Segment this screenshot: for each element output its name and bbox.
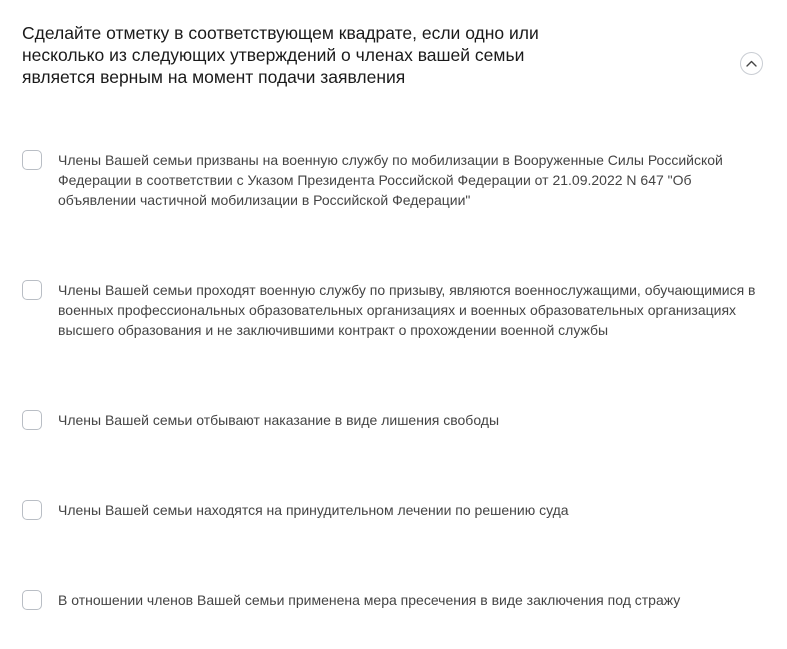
option-label: Члены Вашей семьи находятся на принудительном лечении по решению суда bbox=[58, 502, 569, 518]
chevron-up-icon bbox=[746, 60, 757, 67]
collapse-button[interactable] bbox=[740, 52, 763, 75]
option-label: Члены Вашей семьи проходят военную службу по призыву, являются военнослужащими, обучающимися в военных профессиональных образовательных организациях и военных образовательных организациях высшего образования и не заключившими контракт о прохождении военной службы bbox=[58, 282, 756, 338]
checkbox[interactable] bbox=[22, 280, 42, 300]
option-label: Члены Вашей семьи отбывают наказание в виде лишения свободы bbox=[58, 412, 500, 428]
option-detention[interactable] bbox=[22, 590, 762, 610]
checkbox[interactable] bbox=[22, 410, 42, 430]
option-conscription[interactable] bbox=[22, 280, 762, 340]
section-header bbox=[22, 22, 582, 88]
option-label: Члены Вашей семьи призваны на военную службу по мобилизации в Вооруженные Силы Российской Федерации в соответствии с Указом Президента Российской Федерации от 21.09.2022 N 647 "Об объявлении частичной мобилизации в Российской Федерации" bbox=[58, 152, 723, 208]
option-imprisonment[interactable] bbox=[22, 410, 762, 430]
section-title: Сделайте отметку в соответствующем квадрате, если одно или несколько из следующих утверждений о членах вашей семьи является верным на момент подачи заявления bbox=[22, 23, 539, 87]
checkbox[interactable] bbox=[22, 590, 42, 610]
option-compulsory-treatment[interactable] bbox=[22, 500, 762, 520]
option-label: В отношении членов Вашей семьи применена мера пресечения в виде заключения под стражу bbox=[58, 592, 681, 608]
option-mobilization[interactable] bbox=[22, 150, 762, 210]
checkbox[interactable] bbox=[22, 500, 42, 520]
checkbox[interactable] bbox=[22, 150, 42, 170]
